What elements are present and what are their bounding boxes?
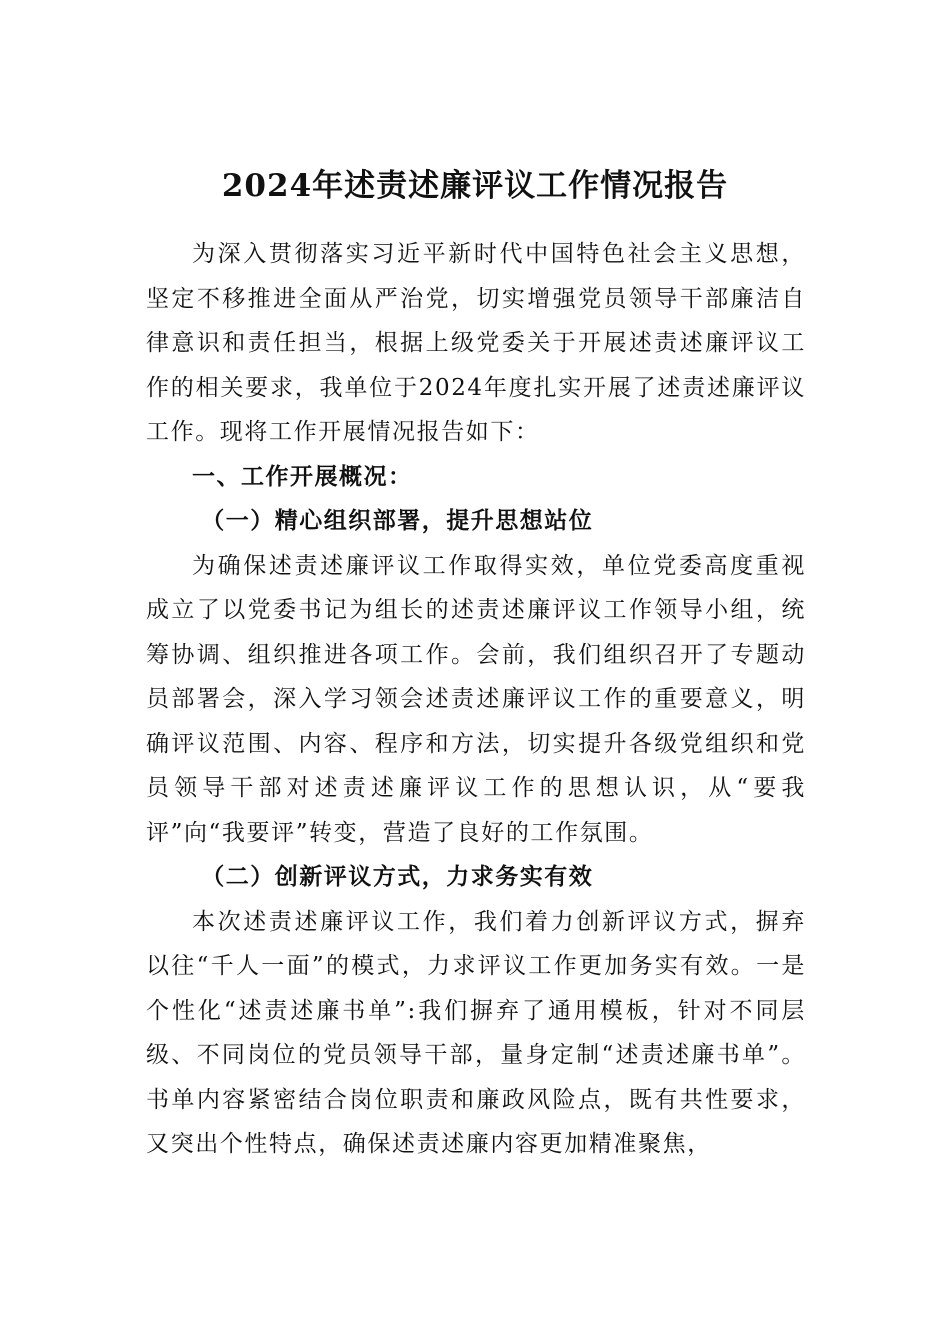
intro-paragraph: 为深入贯彻落实习近平新时代中国特色社会主义思想，坚定不移推进全面从严治党，切实增强党员领导干部廉洁自律意识和责任担当，根据上级党委关于开展述责述廉评议工作的相关要求，我单位于2024年度扎实开展了述责述廉评议工作。现将工作开展情况报告如下： — [146, 241, 806, 445]
subsection-paragraph-1: 为确保述责述廉评议工作取得实效，单位党委高度重视成立了以党委书记为组长的述责述廉评议工作领导小组，统筹协调、组织推进各项工作。会前，我们组织召开了专题动员部署会，深入学习领会述责述廉评议工作的重要意义，明确评议范围、内容、程序和方法，切实提升各级党组织和党员领导干部对述责述廉评议工作的思想认识，从“要我评”向“我要评”转变，营造了良好的工作氛围。 — [146, 552, 806, 846]
document-body — [146, 232, 806, 1167]
subsection-heading-2: （二）创新评议方式，力求务实有效 — [201, 863, 594, 890]
section-heading-1: 一、工作开展概况： — [192, 463, 413, 490]
subsection-heading-1: （一）精心组织部署，提升思想站位 — [201, 507, 594, 534]
document-title: 2024年述责述廉评议工作情况报告 — [221, 168, 729, 204]
subsection-paragraph-2: 本次述责述廉评议工作，我们着力创新评议方式，摒弃以往“千人一面”的模式，力求评议工作更加务实有效。一是个性化“述责述廉书单”:我们摒弃了通用模板，针对不同层级、不同岗位的党员领导干部，量身定制“述责述廉书单”。书单内容紧密结合岗位职责和廉政风险点，既有共性要求，又突出个性特点，确保述责述廉内容更加精准聚焦， — [146, 908, 806, 1157]
